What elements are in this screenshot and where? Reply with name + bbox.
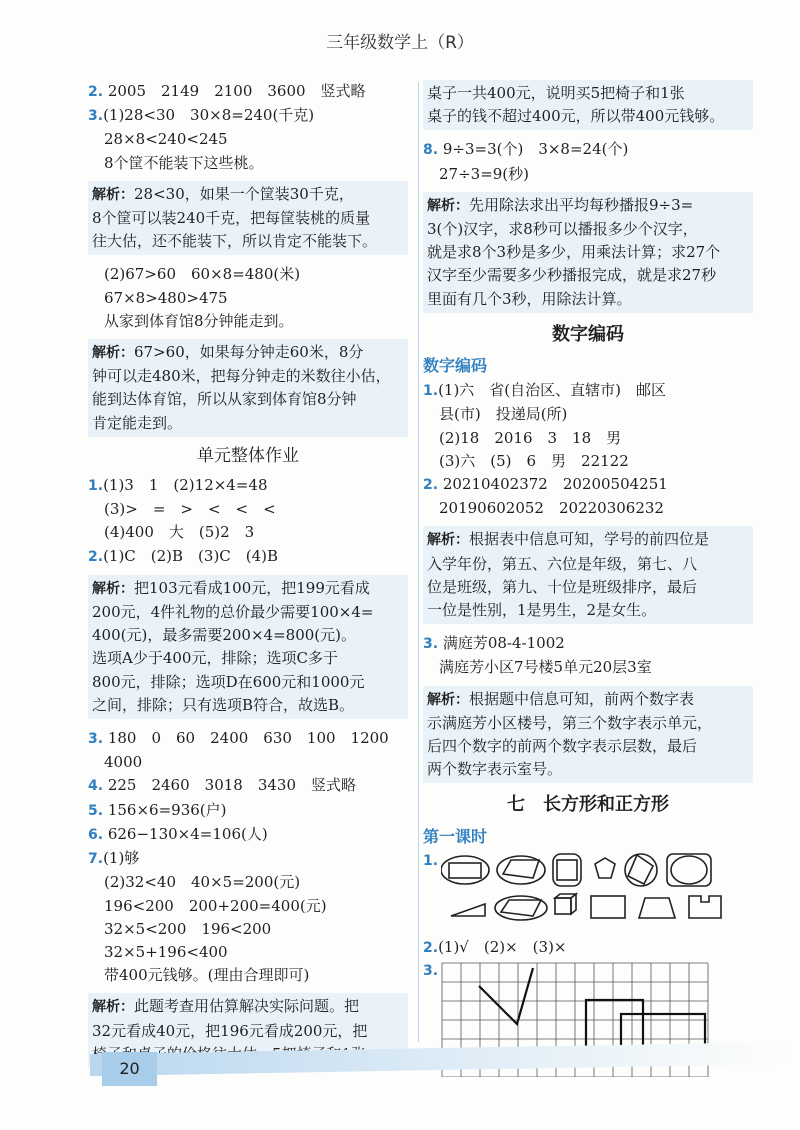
chapter-title: 七 长方形和正方形 xyxy=(507,794,669,816)
lesson-title: 第一课时 xyxy=(423,826,488,846)
answer-3-1: 3.(1)28<30 30×8=240(千克) xyxy=(88,106,315,125)
section-title: 数字编码 xyxy=(552,323,624,345)
page-number: 20 xyxy=(102,1052,157,1086)
answer-line: (3)六 (5) 6 男 22122 xyxy=(439,451,629,470)
shapes-figure xyxy=(441,850,741,936)
page-header: 三年级数学上（R） xyxy=(326,33,474,53)
answer-line: 28×8<240<245 xyxy=(104,130,228,149)
unit-answer-4: 4. 225 2460 3018 3430 竖式略 xyxy=(88,776,356,795)
answer-line: 满庭芳小区7号楼5单元20层3室 xyxy=(439,658,652,677)
answer-line: (2)32<40 40×5=200(元) xyxy=(104,873,301,892)
answer-line: 196<200 200+200=400(元) xyxy=(104,896,327,915)
explanation-box: 解析：67>60，如果每分钟走60米，8分 钟可以走480米，把每分钟走的米数往小估， 能到达体育馆，所以从家到体育馆8分钟 肯定能走到。 xyxy=(88,339,408,437)
unit-answer-5: 5. 156×6=936(户) xyxy=(88,800,227,819)
explanation-box: 解析：根据表中信息可知，学号的前四位是 入学年份，第五、六位是年级，第七、八 位是班级，第九、十位是班级排序，最后 一位是性别，1是男生，2是女生。 xyxy=(423,526,753,624)
explanation-box: 解析：把103元看成100元，把199元看成 200元，4件礼物的总价最少需要100×4= 400(元)，最多需要200×4=800(元)。 选项A少于400元，排除；选项C多于 800元，排除；选项D在600元和1000元 之间，排除；只有选项B符合，故选B。 xyxy=(88,575,408,719)
column-divider xyxy=(418,82,419,1042)
explanation-box: 解析：28<30，如果一个筐装30千克， 8个筐可以装240千克，把每筐装桃的质量 往大估，还不能装下，所以肯定不能装下。 xyxy=(88,181,408,256)
answer-line: 32×5+196<400 xyxy=(104,942,228,961)
unit-answer-1: 1.(1)3 1 (2)12×4=48 xyxy=(88,476,268,495)
answer-2: 2. 2005 2149 2100 3600 竖式略 xyxy=(88,82,366,100)
answer-line: 4000 xyxy=(104,753,143,772)
code-answer-3: 3. 满庭芳08-4-1002 xyxy=(423,634,565,653)
answer-line: 20190602052 20220306232 xyxy=(439,499,664,518)
left-column xyxy=(88,80,408,1076)
code-answer-2: 2. 20210402372 20200504251 xyxy=(423,475,668,494)
answer-line: 27÷3=9(秒) xyxy=(439,164,530,183)
answer-8: 8. 9÷3=3(个) 3×8=24(个) xyxy=(423,140,629,159)
explanation-box: 解析：此题考查用估算解决实际问题。把 32元看成40元，把196元看成200元，把 xyxy=(88,993,408,1068)
answer-line: (2)67>60 60×8=480(米) xyxy=(104,265,301,284)
shapes-answer-1: 1. xyxy=(423,850,753,936)
explanation-box: 解析：根据题中信息可知，前两个数字表 示满庭芳小区楼号，第三个数字表示单元， 后四个数字的前两个数字表示层数，最后 两个数字表示室号。 xyxy=(423,686,753,784)
answer-line: 从家到体育馆8分钟能走到。 xyxy=(104,311,294,330)
right-column xyxy=(423,80,753,1080)
unit-answer-2: 2.(1)C (2)B (3)C (4)B xyxy=(88,546,279,565)
explanation-continued: 桌子一共400元，说明买5把椅子和1张 桌子的钱不超过400元，所以带400元钱够。 xyxy=(423,80,753,130)
explanation-box: 解析：先用除法求出平均每秒播报9÷3= 3(个)汉字，求8秒可以播报多少个汉字， 就是求8个3秒是多少，用乘法计算；求27个 汉字至少需要多少秒播报完成，就是求27秒 里面有几个3秒，用除法计算。 xyxy=(423,192,753,313)
answer-line: (4)400 大 (5)2 3 xyxy=(104,523,255,542)
answer-line: 32×5<200 196<200 xyxy=(104,919,272,938)
answer-r2: 2.(1)√ (2)× (3)× xyxy=(423,937,567,956)
unit-title: 单元整体作业 xyxy=(197,445,299,466)
unit-answer-6: 6. 626−130×4=106(人) xyxy=(88,824,268,843)
answer-line: (3)> = > < < < xyxy=(104,500,276,519)
grid-answer-3: 3. xyxy=(423,960,753,1080)
answer-line: 县(市) 投递局(所) xyxy=(439,405,568,424)
unit-answer-3: 3. 180 0 60 2400 630 100 1200 xyxy=(88,729,389,748)
answer-line: 带400元钱够。(理由合理即可) xyxy=(104,966,310,985)
answer-line: 67×8>480>475 xyxy=(104,288,228,307)
answer-line: (2)18 2016 3 18 男 xyxy=(439,428,622,447)
answer-line: 8个筐不能装下这些桃。 xyxy=(104,153,264,172)
sub-title: 数字编码 xyxy=(423,356,488,376)
unit-answer-7: 7.(1)够 xyxy=(88,849,140,868)
code-answer-1: 1.(1)六 省(自治区、直辖市) 邮区 xyxy=(423,381,667,400)
